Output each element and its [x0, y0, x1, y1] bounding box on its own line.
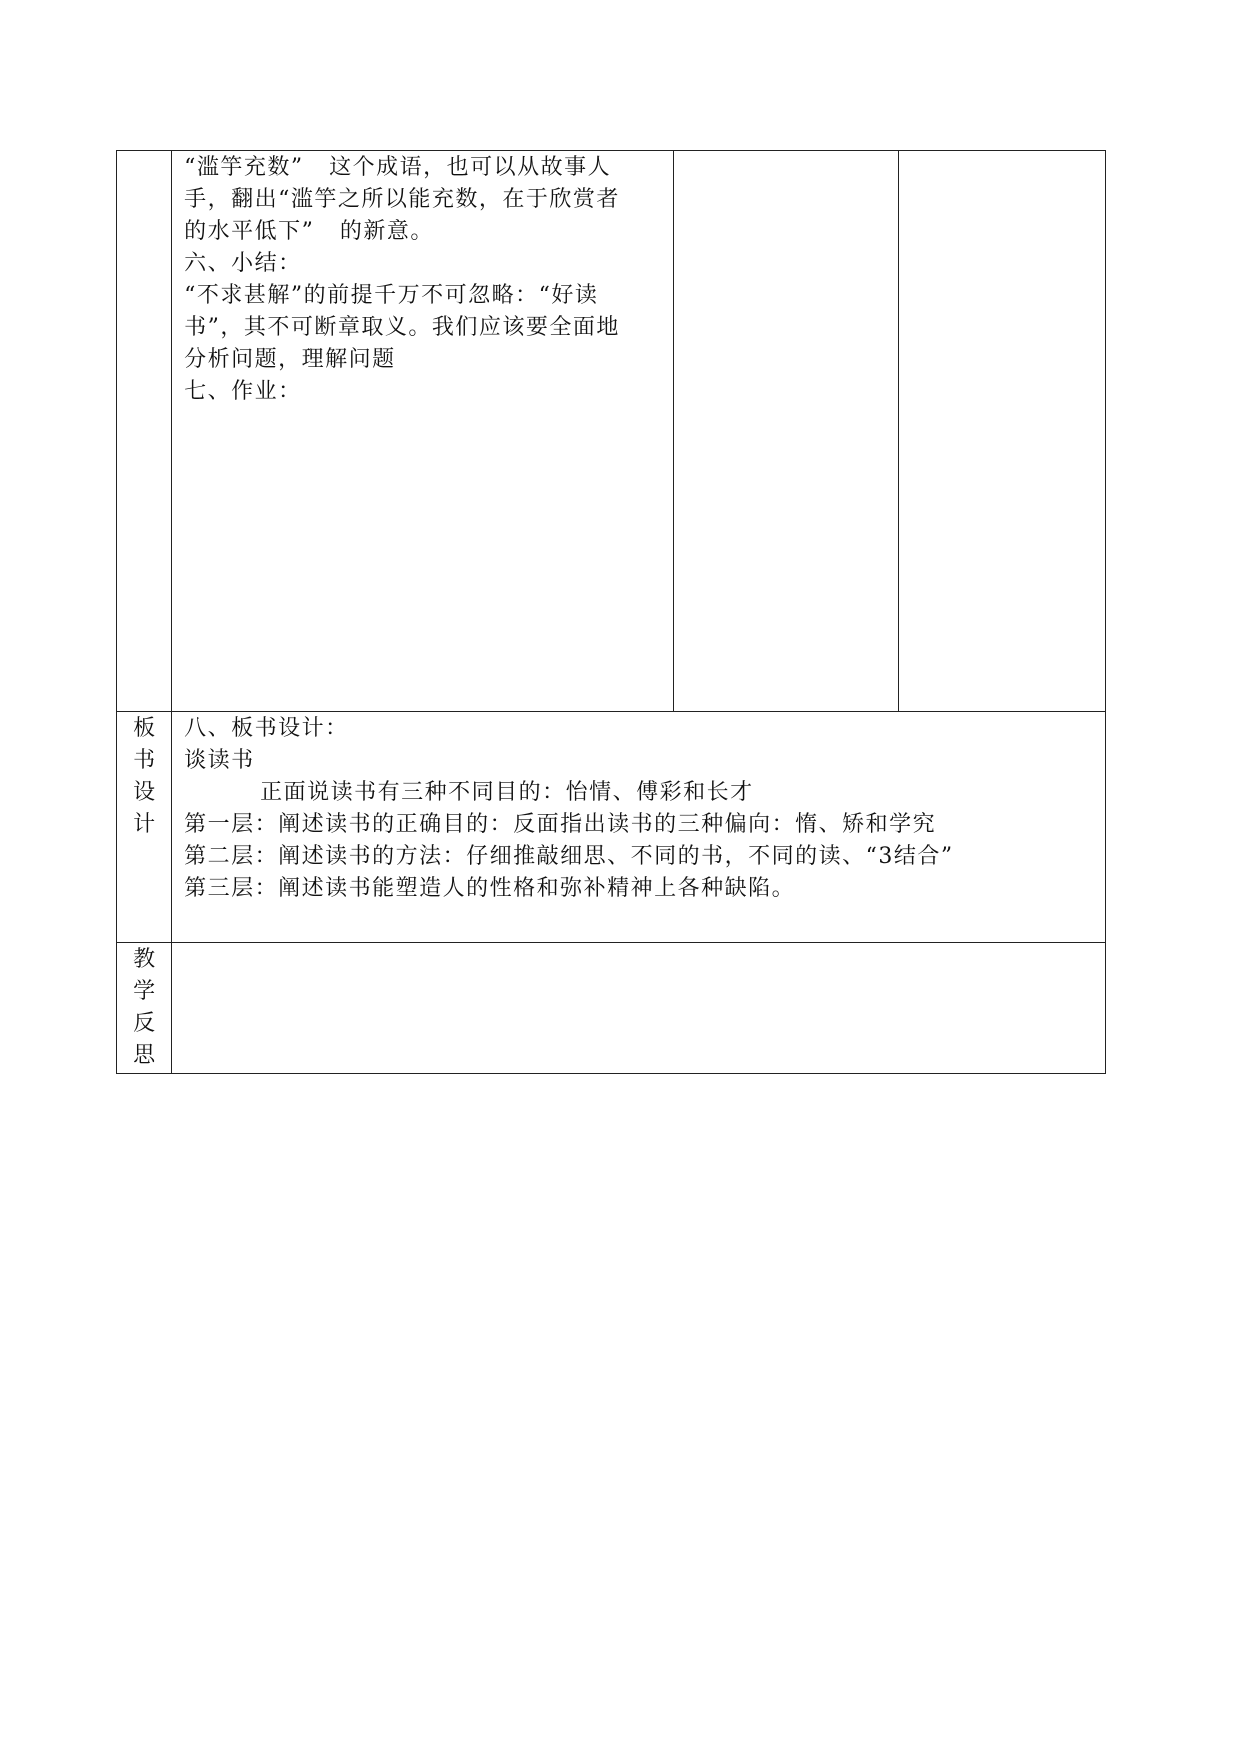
student-activity-cell	[673, 151, 899, 712]
board-design-content	[172, 712, 1106, 943]
board-indent-line: 正面说读书有三种不同目的：怡情、傅彩和长才	[260, 780, 754, 805]
content-line: 书”，其不可断章取义。我们应该要全面地	[184, 315, 620, 340]
label-char: 计	[133, 812, 156, 837]
board-layer-line: 第一层：阐述读书的正确目的：反面指出读书的三种偏向：惰、矫和学究	[184, 812, 937, 837]
content-line: 的水平低下” 的新意。	[184, 219, 434, 244]
label-char: 书	[133, 748, 156, 773]
board-design-row	[117, 712, 1106, 943]
content-line: “滥竽充数” 这个成语，也可以从故事人	[184, 155, 612, 180]
board-heading: 八、板书设计：	[184, 716, 349, 741]
notes-cell	[899, 151, 1106, 712]
content-line: “不求甚解”的前提千万不可忽略：“好读	[184, 283, 599, 308]
label-char: 反	[133, 1011, 156, 1036]
label-char: 思	[133, 1043, 156, 1068]
board-design-label	[117, 712, 172, 943]
label-char: 教	[133, 947, 156, 972]
content-line: 分析问题，理解问题	[184, 347, 396, 372]
row-label-cell	[117, 151, 172, 712]
board-layer-line: 第三层：阐述读书能塑造人的性格和弥补精神上各种缺陷。	[184, 876, 796, 901]
reflection-label	[117, 943, 172, 1074]
summary-heading: 六、小结：	[184, 251, 302, 276]
lesson-plan-table	[116, 150, 1106, 1074]
teaching-content-cell	[172, 151, 674, 712]
board-layer-line: 第二层：阐述读书的方法：仔细推敲细思、不同的书，不同的读、“3结合”	[184, 844, 954, 869]
label-char: 板	[133, 716, 156, 741]
content-line: 手，翻出“滥竽之所以能充数，在于欣赏者	[184, 187, 620, 212]
reflection-content	[172, 943, 1106, 1074]
label-char: 设	[133, 780, 156, 805]
homework-heading: 七、作业：	[184, 379, 302, 404]
board-title: 谈读书	[184, 748, 255, 773]
label-char: 学	[133, 979, 156, 1004]
teaching-reflection-row	[117, 943, 1106, 1074]
teaching-process-row	[117, 151, 1106, 712]
